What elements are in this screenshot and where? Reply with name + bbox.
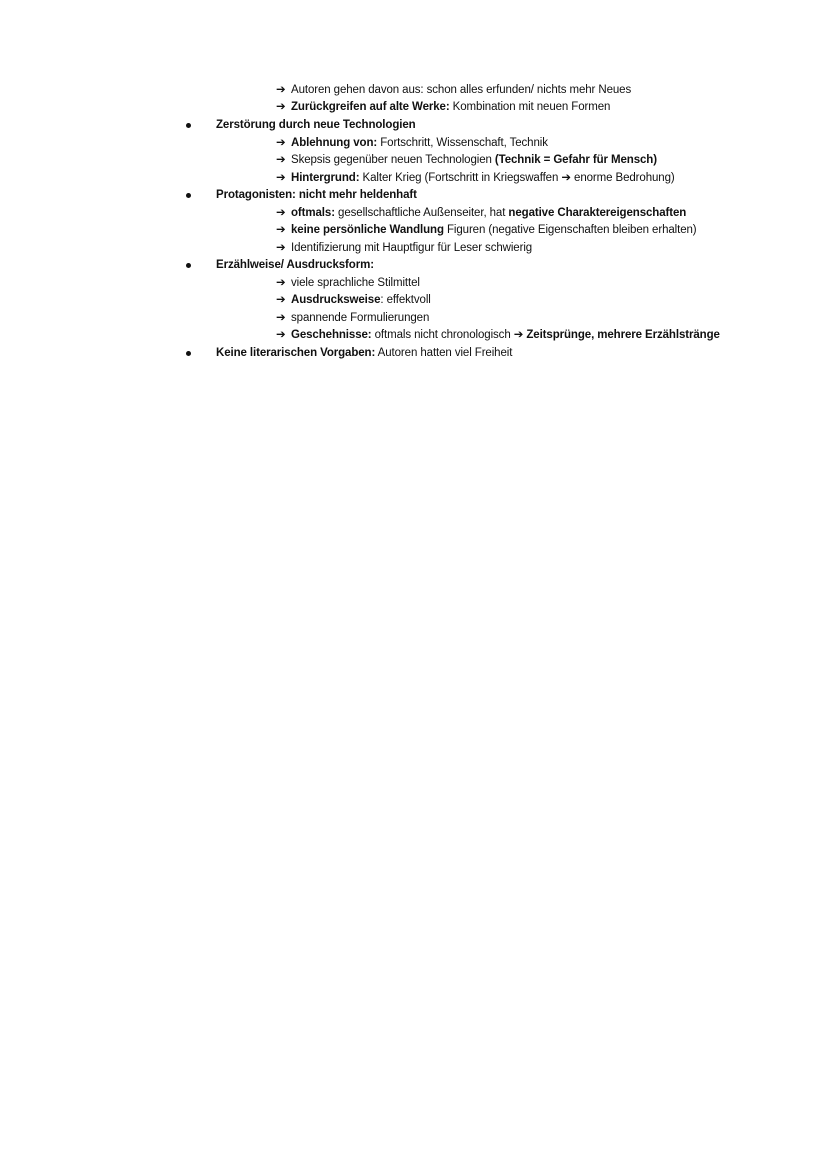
bullet-no-literary-rules <box>216 345 512 362</box>
text: Kalter Krieg (Fortschritt in Kriegswaffen <box>359 172 562 184</box>
bold-text: Ablehnung von: <box>291 137 378 149</box>
bold-text: Ausdrucksweise <box>291 294 381 306</box>
sub-point-stylistic-devices <box>276 275 420 292</box>
arrow-icon: ➔ <box>276 172 286 184</box>
sub-point-outsiders <box>276 205 686 222</box>
arrow-icon: ➔ <box>276 294 286 306</box>
bold-text-2: Zeitsprünge, mehrere Erzählstränge <box>523 329 720 341</box>
text: Identifizierung mit Hauptfigur für Leser schwierig <box>291 242 533 254</box>
bold-text: Protagonisten: nicht mehr heldenhaft <box>216 189 417 201</box>
arrow-icon: ➔ <box>276 312 286 324</box>
text: Autoren gehen davon aus: schon alles erfunden/ nichts mehr Neues <box>291 84 632 96</box>
text: Autoren hatten viel Freiheit <box>375 347 513 359</box>
bold-text: Hintergrund: <box>291 172 360 184</box>
bullet-protagonists <box>216 187 417 204</box>
arrow-icon: ➔ <box>276 224 286 236</box>
bullet-narration <box>216 257 374 274</box>
sub-point-expression <box>276 292 431 309</box>
arrow-icon: ➔ <box>276 101 286 113</box>
sub-point-authors-assume <box>276 82 631 99</box>
bullet-icon <box>186 193 191 198</box>
sub-point-skepticism <box>276 152 657 169</box>
arrow-icon: ➔ <box>276 329 286 341</box>
sub-point-formulations <box>276 310 429 327</box>
arrow-icon: ➔ <box>276 137 286 149</box>
sub-point-rejection <box>276 135 548 152</box>
sub-point-events <box>276 327 720 344</box>
bullet-icon <box>186 263 191 268</box>
sub-point-old-works <box>276 99 610 116</box>
arrow-icon: ➔ <box>276 242 286 254</box>
arrow-icon: ➔ <box>276 84 286 96</box>
text: gesellschaftliche Außenseiter, hat <box>334 207 509 219</box>
arrow-icon: ➔ <box>276 207 286 219</box>
bold-text: Zurückgreifen auf alte Werke: <box>291 101 450 113</box>
bullet-icon <box>186 351 191 356</box>
text: viele sprachliche Stilmittel <box>291 277 420 289</box>
sub-point-identification <box>276 240 532 257</box>
bullet-icon <box>186 123 191 128</box>
text: : effektvoll <box>380 294 431 306</box>
bullet-technology-destruction <box>216 117 416 134</box>
sub-point-no-change <box>276 222 697 239</box>
text: Skepsis gegenüber neuen Technologien <box>291 154 495 166</box>
text: Kombination mit neuen Formen <box>449 101 611 113</box>
bold-text: Erzählweise/ Ausdrucksform: <box>216 259 374 271</box>
bold-text-2: negative Charaktereigenschaften <box>508 207 687 219</box>
text: Figuren (negative Eigenschaften bleiben erhalten) <box>443 224 697 236</box>
arrow-inline-icon: ➔ <box>513 329 524 341</box>
bold-text: Keine literarischen Vorgaben: <box>216 347 376 359</box>
arrow-icon: ➔ <box>276 154 286 166</box>
bold-text: (Technik = Gefahr für Mensch) <box>494 154 657 166</box>
bold-text: Geschehnisse: <box>291 329 372 341</box>
text: oftmals nicht chronologisch <box>371 329 514 341</box>
text: spannende Formulierungen <box>291 312 430 324</box>
text: Fortschritt, Wissenschaft, Technik <box>377 137 548 149</box>
bold-text: keine persönliche Wandlung <box>291 224 444 236</box>
bold-text: Zerstörung durch neue Technologien <box>216 119 416 131</box>
text-continued: enorme Bedrohung) <box>570 172 675 184</box>
arrow-icon: ➔ <box>276 277 286 289</box>
arrow-inline-icon: ➔ <box>561 172 571 184</box>
sub-point-background <box>276 170 675 187</box>
bold-text: oftmals: <box>291 207 335 219</box>
